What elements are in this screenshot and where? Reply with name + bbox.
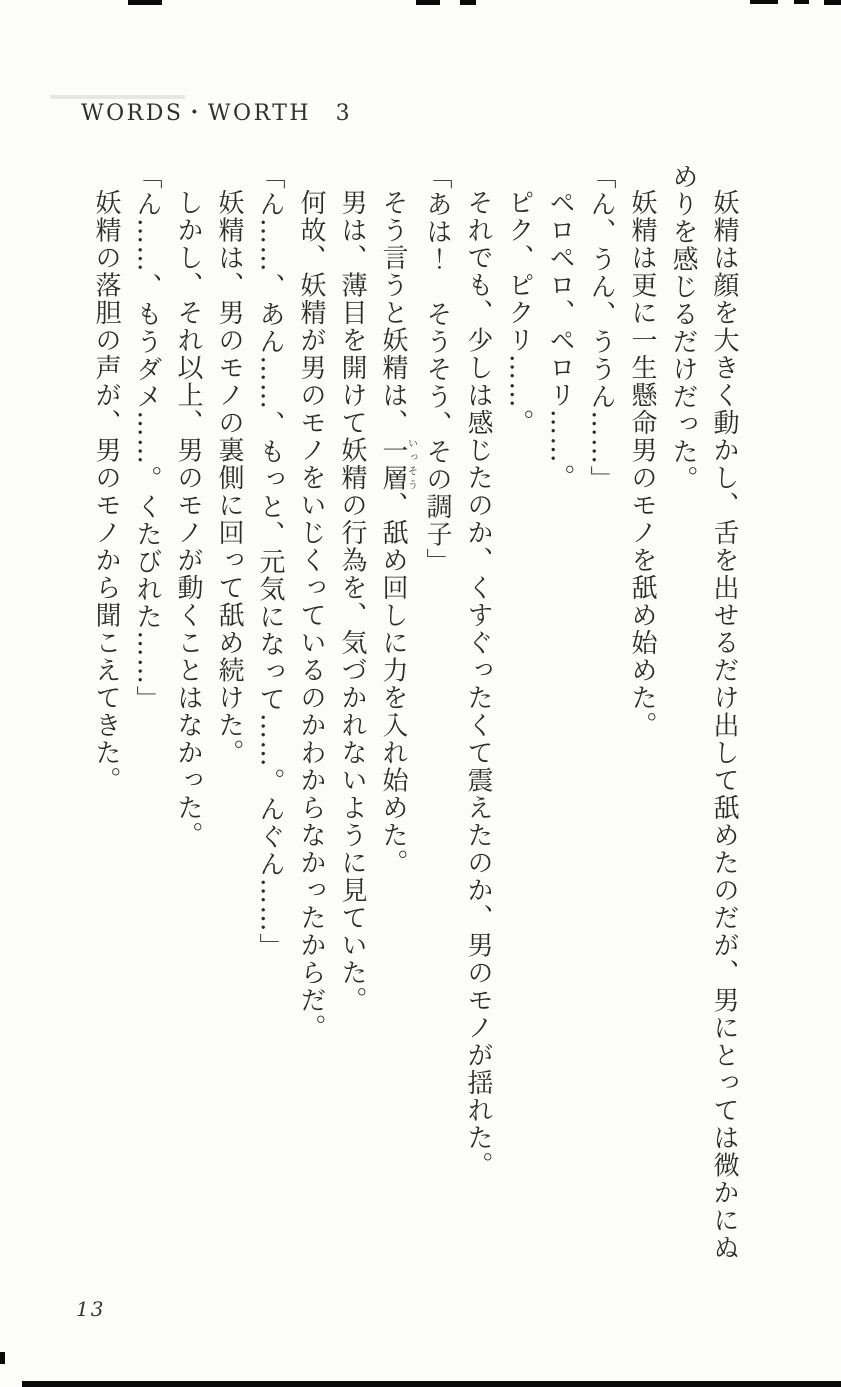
scan-artifact (824, 0, 841, 5)
scan-artifact (128, 0, 162, 5)
text-line: 「ん、うん、ううん……」 (586, 163, 616, 493)
text-line: 「ん……、もうダメ……。くたびれた……」 (132, 163, 162, 713)
text-line: ピク、ピクリ……。 (504, 189, 534, 437)
text-line: 妖精の落胆の声が、男のモノから聞こえてきた。 (91, 189, 121, 794)
scan-artifact (460, 0, 476, 5)
text-line: そう言うと妖精は、一層いっそう、舐め回しに力を入れ始めた。 (378, 189, 417, 877)
scan-artifact (0, 1352, 5, 1364)
scan-artifact (416, 0, 440, 5)
scan-artifact (794, 0, 809, 4)
scan-artifact (22, 1381, 841, 1387)
text-line: 男は、薄目を開けて妖精の行為を、気づかれないように見ていた。 (337, 189, 367, 1014)
text-line: めりを感じるだけだった。 (668, 163, 698, 493)
text-line: 妖精は顔を大きく動かし、舌を出せるだけ出して舐めたのだが、男にとっては微かにぬ (709, 189, 739, 1262)
text-line: 妖精は、男のモノの裏側に回って舐め続けた。 (214, 189, 244, 767)
running-header: WORDS・WORTH 3 (81, 101, 353, 126)
text-line: 何故、妖精が男のモノをいじくっているのかわからなかったからだ。 (296, 189, 326, 1042)
scan-artifact (750, 0, 778, 4)
text-line: 妖精は更に一生懸命男のモノを舐め始めた。 (627, 189, 657, 739)
text-line: 「ん……、あん……、もっと、元気になって……。んぐん……」 (255, 163, 285, 961)
text-line: ペロペロ、ペロリ……。 (545, 189, 575, 492)
ruby-annotated-word: 一層いっそう (378, 436, 417, 492)
body-text (85, 163, 744, 1281)
text-line: 「あは！ そうそう、その調子」 (422, 163, 452, 576)
text-line: それでも、少しは感じたのか、くすぐったくて震えたのか、男のモノが揺れた。 (463, 189, 493, 1179)
text-line: しかし、それ以上、男のモノが動くことはなかった。 (173, 189, 203, 849)
page-number: 13 (76, 1297, 106, 1321)
